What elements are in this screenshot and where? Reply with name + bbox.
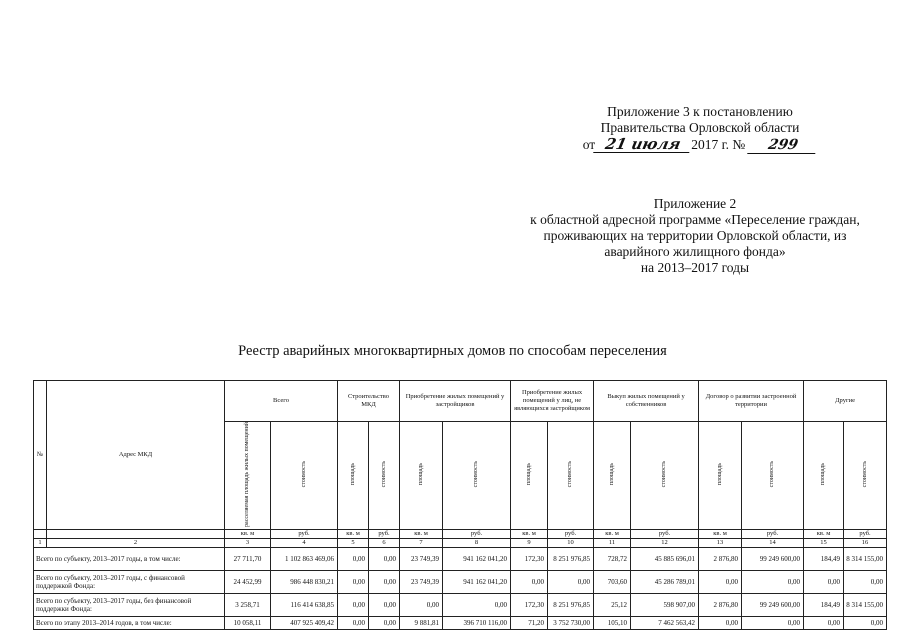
group-buyout-owners: Выкуп жилых помещений у собственников (594, 381, 699, 422)
table-cell: 941 162 041,20 (443, 570, 511, 593)
sub-header-area-text: площадь (349, 463, 356, 486)
table-cell: 0,00 (511, 570, 548, 593)
column-number: 3 (225, 538, 271, 547)
table-row (34, 593, 887, 616)
column-number: 2 (47, 538, 225, 547)
table-cell: 7 462 563,42 (631, 616, 699, 629)
sub-header-area (400, 422, 443, 530)
sub-header-cost (548, 422, 594, 530)
sub-header-cost (369, 422, 400, 530)
table-cell: 0,00 (369, 570, 400, 593)
column-number: 7 (400, 538, 443, 547)
sub-header-cost (844, 422, 887, 530)
column-number: 4 (271, 538, 338, 547)
column-number: 14 (742, 538, 804, 547)
table-cell: 45 885 696,01 (631, 547, 699, 570)
table-cell: 0,00 (742, 570, 804, 593)
unit-cell: руб. (742, 529, 804, 538)
table-cell: 8 251 976,85 (548, 593, 594, 616)
table-cell: 0,00 (338, 616, 369, 629)
unit-cell (47, 529, 225, 538)
table-cell: 25,12 (594, 593, 631, 616)
handwritten-date: 21 июля (593, 136, 693, 153)
sub-header-area-text: площадь (525, 463, 532, 486)
column-number: 16 (844, 538, 887, 547)
table-cell: 2 876,80 (699, 547, 742, 570)
table-cell: 3 752 730,00 (548, 616, 594, 629)
sub-header-area (699, 422, 742, 530)
table-cell: 2 876,80 (699, 593, 742, 616)
table-cell: 105,10 (594, 616, 631, 629)
sub-header-area-text: площадь (716, 463, 723, 486)
row-label: Всего по субъекту, 2013–2017 годы, в том числе: (34, 547, 225, 570)
table-cell: 0,00 (369, 616, 400, 629)
table-cell: 0,00 (338, 593, 369, 616)
row-label: Всего по этапу 2013–2014 годов, в том числе: (34, 616, 225, 629)
sub-header-cost-text: стоимость (567, 461, 574, 488)
sub-header-cost (742, 422, 804, 530)
table-cell: 0,00 (338, 570, 369, 593)
units-row (34, 529, 887, 538)
sub-header-resettled-area (225, 422, 271, 530)
unit-cell: кв. м (804, 529, 844, 538)
table-cell: 8 314 155,00 (844, 593, 887, 616)
table-cell: 0,00 (804, 570, 844, 593)
table-cell: 0,00 (338, 547, 369, 570)
sub-header-cost-text: стоимость (661, 461, 668, 488)
unit-cell: руб. (844, 529, 887, 538)
table-cell: 703,60 (594, 570, 631, 593)
group-construction: Строительство МКД (338, 381, 400, 422)
header-row-groups (34, 381, 887, 422)
sub-header-area-text: площадь (820, 463, 827, 486)
column-number: 1 (34, 538, 47, 547)
column-number: 8 (443, 538, 511, 547)
group-other: Другие (804, 381, 887, 422)
appendix-3-line1: Приложение 3 к постановлению (607, 104, 793, 119)
appendix-2-line2: к областной адресной программе «Переселение граждан, (530, 212, 860, 227)
table-cell: 23 749,39 (400, 570, 443, 593)
table-cell: 71,20 (511, 616, 548, 629)
table-cell: 0,00 (443, 593, 511, 616)
sub-header-cost (443, 422, 511, 530)
table-cell: 0,00 (844, 616, 887, 629)
table-cell: 184,49 (804, 593, 844, 616)
table-cell: 172,30 (511, 547, 548, 570)
table-cell: 184,49 (804, 547, 844, 570)
unit-cell: руб. (369, 529, 400, 538)
table-cell: 99 249 600,00 (742, 547, 804, 570)
table-cell: 10 058,11 (225, 616, 271, 629)
appendix-2-header (485, 196, 905, 276)
table-row (34, 547, 887, 570)
date-year: 2017 г. № (691, 137, 746, 152)
appendix-3-header (560, 104, 840, 154)
table-cell: 0,00 (804, 616, 844, 629)
sub-header-area-text: площадь (608, 463, 615, 486)
table-cell: 24 452,99 (225, 570, 271, 593)
column-number: 12 (631, 538, 699, 547)
table-cell: 1 102 863 469,06 (271, 547, 338, 570)
handwritten-number: 299 (747, 137, 819, 154)
group-total: Всего (225, 381, 338, 422)
table-cell: 407 925 409,42 (271, 616, 338, 629)
table-cell: 986 448 830,21 (271, 570, 338, 593)
sub-header-area (804, 422, 844, 530)
unit-cell: руб. (443, 529, 511, 538)
table-cell: 0,00 (369, 547, 400, 570)
table-cell: 23 749,39 (400, 547, 443, 570)
table-cell: 396 710 116,00 (443, 616, 511, 629)
column-number: 13 (699, 538, 742, 547)
unit-cell: руб. (548, 529, 594, 538)
col-number-header: № (34, 381, 47, 530)
sub-header-area-text: площадь (417, 463, 424, 486)
table-cell: 9 881,81 (400, 616, 443, 629)
column-number: 6 (369, 538, 400, 547)
table-cell: 45 286 789,01 (631, 570, 699, 593)
table-cell: 0,00 (844, 570, 887, 593)
sub-header-area (511, 422, 548, 530)
sub-header-cost-text: стоимость (473, 461, 480, 488)
appendix-2-line4: аварийного жилищного фонда» (604, 244, 786, 259)
unit-cell: кв. м (338, 529, 369, 538)
appendix-2-line5: на 2013–2017 годы (640, 260, 750, 275)
unit-cell: кв. м (400, 529, 443, 538)
unit-cell: кв. м (699, 529, 742, 538)
unit-cell: кв. м (511, 529, 548, 538)
table-cell: 598 907,00 (631, 593, 699, 616)
group-territory-development: Договор о развитии застроенной территории (699, 381, 804, 422)
table-cell: 27 711,70 (225, 547, 271, 570)
table-cell: 8 314 155,00 (844, 547, 887, 570)
column-number: 9 (511, 538, 548, 547)
appendix-3-date-line (560, 136, 840, 154)
table-cell: 0,00 (742, 616, 804, 629)
table-cell: 0,00 (699, 570, 742, 593)
table-cell: 0,00 (699, 616, 742, 629)
row-label: Всего по субъекту, 2013–2017 годы, без финансовой поддержки Фонда: (34, 593, 225, 616)
sub-header-cost-text: стоимость (380, 461, 387, 488)
unit-cell: кв. м (225, 529, 271, 538)
sub-header-cost (631, 422, 699, 530)
sub-header-cost-text: стоимость (861, 461, 868, 488)
unit-cell: кв. м (594, 529, 631, 538)
table-row (34, 570, 887, 593)
table-cell: 3 258,71 (225, 593, 271, 616)
group-purchase-developers: Приобретение жилых помещений у застройщиков (400, 381, 511, 422)
registry-table (33, 380, 887, 630)
group-purchase-non-developers: Приобретение жилых помещений у лиц, не являющихся застройщиком (511, 381, 594, 422)
sub-header-cost (271, 422, 338, 530)
table-cell: 0,00 (369, 593, 400, 616)
table-cell: 172,30 (511, 593, 548, 616)
sub-header-resettled-area-text: расселяемая площадь жилых помещений (244, 422, 250, 527)
sub-header-area (338, 422, 369, 530)
sub-header-cost-text: стоимость (300, 461, 307, 488)
table-cell: 0,00 (548, 570, 594, 593)
row-label: Всего по субъекту, 2013–2017 годы, с финансовой поддержкой Фонда: (34, 570, 225, 593)
appendix-2-line3: проживающих на территории Орловской области, из (543, 228, 847, 243)
unit-cell: руб. (631, 529, 699, 538)
column-number: 5 (338, 538, 369, 547)
table-cell: 99 249 600,00 (742, 593, 804, 616)
table-row (34, 616, 887, 629)
table-cell: 116 414 638,85 (271, 593, 338, 616)
column-numbers-row (34, 538, 887, 547)
appendix-2-line1: Приложение 2 (653, 196, 737, 211)
date-prefix: от (582, 137, 596, 152)
table-cell: 0,00 (400, 593, 443, 616)
col-address-header: Адрес МКД (47, 381, 225, 530)
column-number: 11 (594, 538, 631, 547)
unit-cell (34, 529, 47, 538)
registry-data-body (34, 547, 887, 629)
table-cell: 941 162 041,20 (443, 547, 511, 570)
unit-cell: руб. (271, 529, 338, 538)
registry-title: Реестр аварийных многоквартирных домов по способам переселения (238, 343, 667, 359)
table-cell: 8 251 976,85 (548, 547, 594, 570)
sub-header-cost-text: стоимость (769, 461, 776, 488)
sub-header-area (594, 422, 631, 530)
column-number: 15 (804, 538, 844, 547)
column-number: 10 (548, 538, 594, 547)
table-cell: 728,72 (594, 547, 631, 570)
appendix-3-line2: Правительства Орловской области (600, 120, 800, 135)
